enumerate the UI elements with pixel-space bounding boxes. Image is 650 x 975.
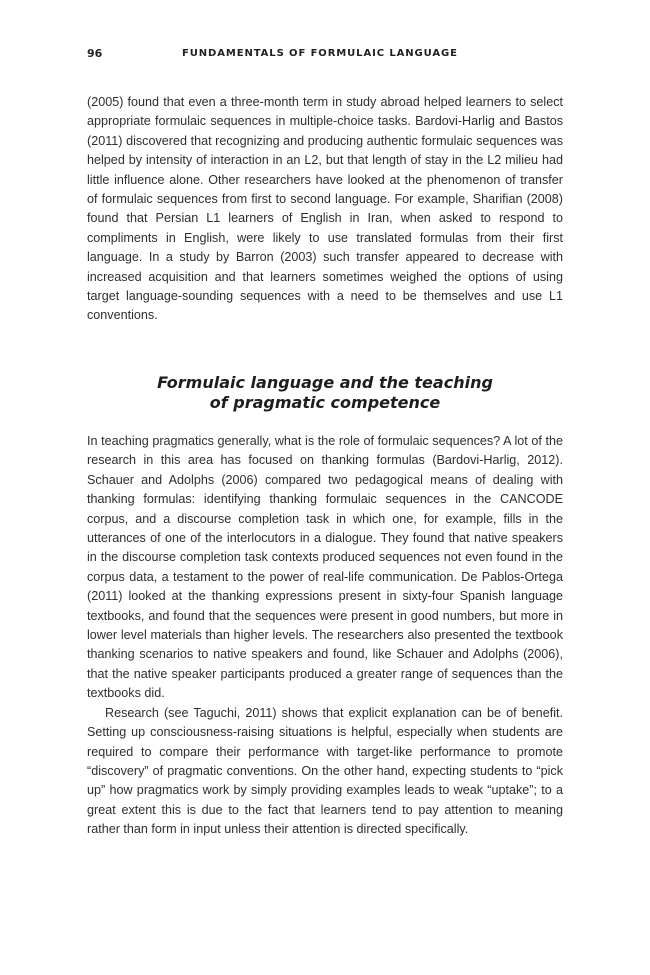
continuation-paragraph: (2005) found that even a three-month term in study abroad helped learners to select appropriate formulaic sequences in multiple-choice tasks. Bardovi-Harlig and Bastos (2011) discovered that recognizing and producing authentic formulaic sequences was helped by intensity of interaction in an L2, but that length of stay in the L2 milieu had little influence alone. Other researchers have looked at the phenomenon of transfer of formulaic sequences from first to second language. For example, Sharifian (2008) found that Persian L1 learners of English in Iran, when asked to respond to compliments in English, were likely to use translated formulas from their first language. In a study by Barron (2003) such transfer appeared to decrease with increased acquisition and that learners sometimes weighed the options of using target language-sounding sequences with a need to be themselves and use L1 conventions. [87,95,563,323]
section-heading-line-1: Formulaic language and the teaching [157,373,493,392]
section-heading-line-2: of pragmatic competence [209,393,441,412]
section-heading [87,373,563,413]
section-paragraph-1: In teaching pragmatics generally, what is the role of formulaic sequences? A lot of the research in this area has focused on thanking formulas (Bardovi-Harlig, 2012). Schauer and Adolphs (2006) compared two pedagogical means of dealing with thanking formulas: identifying thanking formulaic sequences in the CANCODE corpus, and a discourse completion task in which one, for example, fills in the utterances of one of the interlocutors in a dialogue. They found that native speakers in the discourse completion task contexts produced sequences not even found in the corpus data, a testament to the power of real-life communication. De Pablos-Ortega (2011) looked at the thanking expressions present in sixty-four Spanish language textbooks, and found that the sequences were present in good numbers, but more in lower level materials than higher levels. The researchers also presented the textbook thanking scenarios to native speakers and found, like Schauer and Adolphs (2006), that the native speaker participants produced a greater range of sequences than the textbooks did. [87,434,563,701]
running-head-title: FUNDAMENTALS OF FORMULAIC LANGUAGE [182,48,458,59]
section-body [87,432,563,840]
section-paragraph-2: Research (see Taguchi, 2011) shows that explicit explanation can be of benefit. Setting up consciousness-raising situations is helpful, especially when students are required to compare their performance with target-like performance to promote “discovery” of pragmatic conventions. On the other hand, expecting students to “pick up” how pragmatics work by simply providing examples leads to weak “uptake”; to a great extent this is due to the fact that learners tend to pay attention to meaning rather than form in input unless their attention is directed specifically. [87,705,563,837]
running-head [87,47,563,63]
page-number: 96 [87,47,103,60]
